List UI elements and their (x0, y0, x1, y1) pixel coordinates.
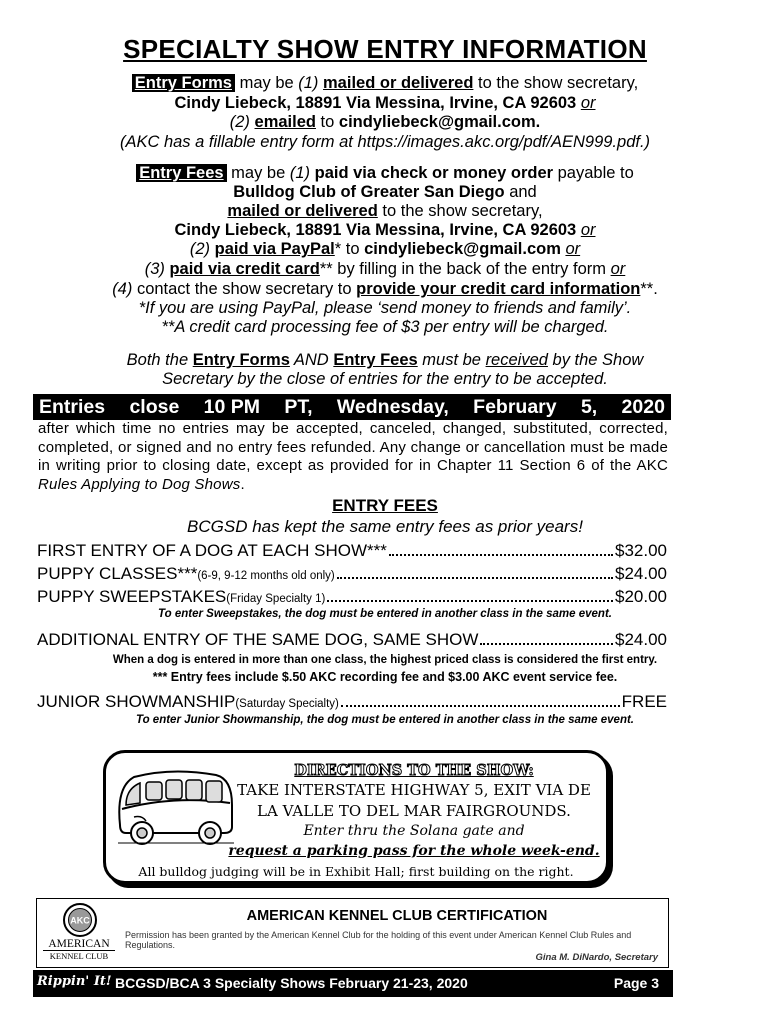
entry-fees-line-2: Bulldog Club of Greater San Diego and (233, 183, 537, 201)
entries-close-banner: Entries close 10 PM PT, Wednesday, February 5, 2020 (33, 394, 671, 420)
akc-logo-wordmark: AMERICAN KENNEL CLUB (43, 939, 115, 962)
dot-leader (480, 643, 613, 645)
akc-seal-text: AKC (70, 915, 90, 926)
entry-forms-line-4: (AKC has a fillable entry form at https://images.akc.org/pdf/AEN999.pdf.) (119, 133, 651, 151)
directions-line-3: Enter thru the Solana gate and (303, 823, 525, 839)
both-required-line-2: Secretary by the close of entries for the entry to be accepted. (162, 370, 608, 388)
entry-forms-line-3: (2) emailed to cindyliebeck@gmail.com. (229, 113, 541, 131)
akc-fee-note: *** Entry fees include $.50 AKC recording fee and $3.00 AKC event service fee. (152, 670, 618, 684)
footer-brand: Rippin' It! (37, 974, 112, 989)
directions-box (103, 750, 609, 884)
sweepstakes-note: To enter Sweepstakes, the dog must be entered in another class in the same event. (158, 608, 612, 620)
multi-class-note: When a dog is entered in more than one class, the highest priced class is considered the first entry. (112, 654, 658, 666)
akc-permission-text: Permission has been granted by the American Kennel Club for the holding of this event under American Kennel Club Rules and Regulations. (125, 930, 632, 950)
closing-paragraph: after which time no entries may be accepted, canceled, changed, substituted, corrected, completed, or signed and no entry fees refunded. Any change or cancellation must be made in writing prior to closing date, except as provided for in Chapter 11 Section 6 of the AKC Rules Applying to Dog Shows. (38, 420, 668, 493)
dot-leader (341, 705, 620, 707)
footer-page-number: Page 3 (613, 975, 659, 991)
both-required-line-1: Both the Entry Forms AND Entry Fees must be received by the Show (126, 351, 644, 369)
entry-fees-heading: ENTRY FEES (332, 496, 438, 515)
entry-fees-line-7: (4) contact the show secretary to provide your credit card information**. (112, 280, 658, 298)
akc-seal-icon (61, 902, 99, 938)
fee-row-puppy-classes: PUPPY CLASSES*** (6-9, 9-12 months old only) $24.00 (37, 564, 667, 583)
paypal-note: *If you are using PayPal, please ‘send money to friends and family’. (138, 299, 632, 317)
entry-fees-line-1: Entry Fees may be (1) paid via check or money order payable to (30, 164, 740, 184)
entry-forms-line-1: Entry Forms may be (1) mailed or delivered to the show secretary, (30, 74, 740, 94)
akc-secretary-signature: Gina M. DiNardo, Secretary (535, 952, 658, 963)
fee-row-puppy-sweepstakes: PUPPY SWEEPSTAKES (Friday Specialty 1) $20.00 (37, 587, 667, 606)
entry-fees-subheading: BCGSD has kept the same entry fees as prior years! (187, 517, 583, 536)
entry-fees-line-3: mailed or delivered to the show secretary, (227, 202, 543, 220)
entry-fees-line-4: Cindy Liebeck, 18891 Via Messina, Irvine, CA 92603 or (174, 221, 596, 239)
entry-fees-line-6: (3) paid via credit card** by filling in the back of the entry form or (144, 260, 626, 278)
directions-line-4: request a parking pass for the whole week-end. (228, 843, 600, 859)
akc-certification-title: AMERICAN KENNEL CLUB CERTIFICATION (246, 908, 548, 924)
entry-fees-label: Entry Fees (136, 164, 226, 182)
vw-bus-illustration (112, 765, 238, 851)
page-title: SPECIALTY SHOW ENTRY INFORMATION (123, 34, 647, 64)
entry-fees-line-5: (2) paid via PayPal* to cindyliebeck@gmail.com or (189, 240, 581, 258)
junior-showmanship-note: To enter Junior Showmanship, the dog must be entered in another class in the same event. (135, 714, 634, 726)
dot-leader (337, 577, 613, 579)
dot-leader (327, 600, 613, 602)
akc-certification-box (36, 898, 669, 968)
footer-event-title: BCGSD/BCA 3 Specialty Shows February 21-23, 2020 (115, 975, 468, 991)
entry-forms-label: Entry Forms (132, 74, 235, 92)
directions-line-1: TAKE INTERSTATE HIGHWAY 5, EXIT VIA DE (237, 781, 591, 799)
footer-bar (33, 970, 673, 997)
credit-card-fee-note: **A credit card processing fee of $3 per entry will be charged. (161, 318, 609, 336)
directions-line-2: LA VALLE TO DEL MAR FAIRGROUNDS. (257, 802, 571, 820)
directions-heading: DIRECTIONS TO THE SHOW: (294, 762, 534, 779)
fee-row-junior-showmanship: JUNIOR SHOWMANSHIP (Saturday Specialty) FREE (37, 692, 667, 711)
entry-forms-line-2: Cindy Liebeck, 18891 Via Messina, Irvine, CA 92603 or (174, 94, 596, 112)
directions-line-5: All bulldog judging will be in Exhibit Hall; first building on the right. (138, 864, 574, 879)
fee-row-first-entry: FIRST ENTRY OF A DOG AT EACH SHOW*** $32.00 (37, 541, 667, 560)
fee-row-additional-entry: ADDITIONAL ENTRY OF THE SAME DOG, SAME SHOW $24.00 (37, 630, 667, 649)
dot-leader (389, 554, 613, 556)
